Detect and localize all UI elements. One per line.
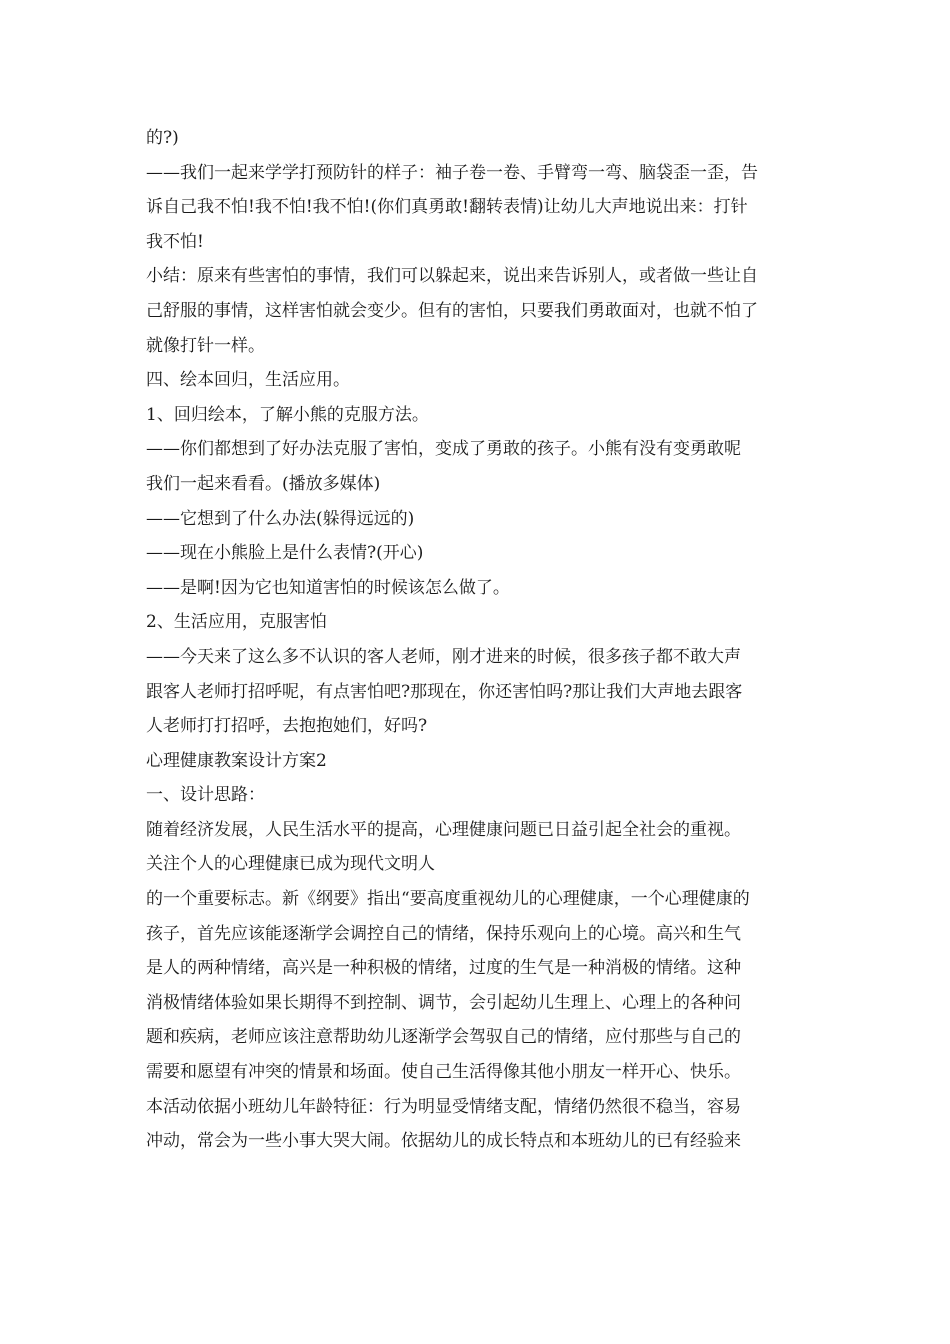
- text-line: 需要和愿望有冲突的情景和场面。使自己生活得像其他小朋友一样开心、快乐。: [146, 1062, 741, 1083]
- text-line: ——是啊!因为它也知道害怕的时候该怎么做了。: [146, 577, 510, 598]
- text-line: 跟客人老师打招呼呢，有点害怕吧?那现在，你还害怕吗?那让我们大声地去跟客: [146, 681, 743, 702]
- text-line: 我不怕!: [146, 231, 204, 252]
- text-line: 的?): [146, 128, 179, 148]
- document-body: [146, 121, 810, 1159]
- text-line: 己舒服的事情，这样害怕就会变少。但有的害怕，只要我们勇敢面对，也就不怕了: [146, 300, 758, 321]
- text-line: 题和疾病，老师应该注意帮助幼儿逐渐学会驾驭自己的情绪，应付那些与自己的: [146, 1027, 741, 1048]
- text-line: ——现在小熊脸上是什么表情?(开心): [146, 543, 424, 564]
- section-heading: 四、绘本回归，生活应用。: [146, 370, 350, 391]
- text-line: ——它想到了什么办法(躲得远远的): [146, 508, 415, 529]
- text-line: 孩子，首先应该能逐渐学会调控自己的情绪，保持乐观向上的心境。高兴和生气: [146, 923, 741, 944]
- text-line: 消极情绪体验如果长期得不到控制、调节，会引起幼儿生理上、心理上的各种问: [146, 992, 741, 1013]
- subsection-heading: 2、生活应用，克服害怕: [146, 612, 327, 633]
- text-line: 是人的两种情绪，高兴是一种积极的情绪，过度的生气是一种消极的情绪。这种: [146, 958, 741, 979]
- text-line: 就像打针一样。: [146, 335, 265, 356]
- subsection-heading: 1、回归绘本，了解小熊的克服方法。: [146, 404, 429, 425]
- text-line: 的一个重要标志。新《纲要》指出“要高度重视幼儿的心理健康，一个心理健康的: [146, 889, 750, 910]
- text-line: 关注个人的心理健康已成为现代文明人: [146, 854, 435, 875]
- summary-line: 小结：原来有些害怕的事情，我们可以躲起来，说出来告诉别人，或者做一些让自: [146, 266, 758, 287]
- text-line: ——我们一起来学学打预防针的样子：袖子卷一卷、手臂弯一弯、脑袋歪一歪，告: [146, 162, 758, 183]
- text-line: 人老师打打招呼，去抱抱她们，好吗?: [146, 716, 428, 737]
- text-line: 我们一起来看看。(播放多媒体): [146, 473, 381, 494]
- document-title: 心理健康教案设计方案2: [146, 750, 327, 771]
- section-heading: 一、设计思路：: [146, 785, 265, 806]
- text-line: 诉自己我不怕!我不怕!我不怕!(你们真勇敢!翻转表情)让幼儿大声地说出来：打针: [146, 197, 748, 218]
- text-line: ——你们都想到了好办法克服了害怕，变成了勇敢的孩子。小熊有没有变勇敢呢: [146, 439, 741, 460]
- text-line: 冲动，常会为一些小事大哭大闹。依据幼儿的成长特点和本班幼儿的已有经验来: [146, 1131, 741, 1152]
- text-line: 随着经济发展，人民生活水平的提高，心理健康问题已日益引起全社会的重视。: [146, 819, 741, 840]
- text-line: 本活动依据小班幼儿年龄特征：行为明显受情绪支配，情绪仍然很不稳当，容易: [146, 1096, 741, 1117]
- text-line: ——今天来了这么多不认识的客人老师，刚才进来的时候，很多孩子都不敢大声: [146, 646, 741, 667]
